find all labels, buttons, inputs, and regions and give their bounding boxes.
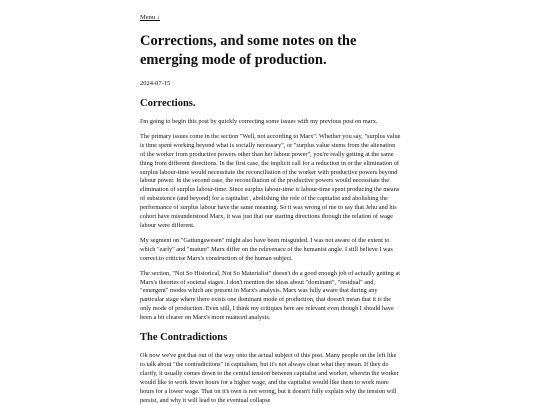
paragraph: My segment on "Gattungswesen" might also have been misguided. I was not aware of the extent to which "early" and "mature" Marx differ on the relevenace of the humanist angle. I still believe I was correct to criticise Marx's construction of the human subject. — [140, 236, 393, 262]
paragraph: The section, "Not So Historical, Not So Materialist" doesn't do a good enough job of actually getting at Marx's theories of societal stages. I don't mention the ideas about "dominant", "residual" and, "emergent" modes which are present in Marx's analysis. Marx was fully aware that during any particular stage where there exists one dominant mode of production, that doesn't mean that it is the only mode of production. Even still, I think my critiques here are relevant even though I should have been a bit clearer on Marx's more nuanced analysis. — [140, 269, 401, 322]
post-title: Corrections, and some notes on the emerging mode of production. — [140, 33, 357, 68]
article-container — [140, 6, 402, 405]
paragraph: I'm going to begin this post by quickly correcting some issues with my previous post on marx. — [140, 118, 378, 125]
section-heading-corrections: Corrections. — [140, 98, 196, 109]
menu-link[interactable]: Menu ↓ — [140, 14, 161, 21]
post-date: 2024-07-15 — [140, 80, 171, 87]
section-heading-contradictions: The Contradictions — [140, 332, 228, 344]
section-contradictions — [140, 331, 402, 405]
paragraph: Ok now we've got that out of the way onto the actual subject of this post. Many people on the left like to talk about "the contradictions" in capitalism, but it's not always clear what they mean. If they do clarify, it usually comes down to the central tension between capitalist and worker, wherein the worker would like to work fewer hours for a higher wage, and the capitalist would like them to work more hours for a lower wage. That on it's own is not wrong, but it doesn't fully explain why the tension will persist, and why it will lead to the eventual collapse — [140, 352, 399, 404]
paragraph: The primary issues come in the section "Well, not according to Marx". Whether you say, "surplus value is time spent working beyond what is socially necessary", or "surplus value stems from the alienation of the worker from productive powers other than her labour power", you're really getting at the same thing from different directions. In the first case, the implicit call for a reduction in or the elimination of surplus labour-time would necessitate the reconciliation of the worker with productive powers beyond labour power. In the second case, the reconciliation of the productive powers would necessitate the elimination of surplus labour-time. Since surplus labour-time is labour-time spent producing the means of subsistence (and beyond) for a capitalist , abolishing the role of the capitalist and abolishing the performance of surplus labour have the same meaning. So it was wrong of me to say that Jehu and his cohort have misunderstood Marx, it was just that our starting directions through the relation of wage labour were different. — [140, 132, 401, 229]
section-corrections — [140, 97, 402, 323]
